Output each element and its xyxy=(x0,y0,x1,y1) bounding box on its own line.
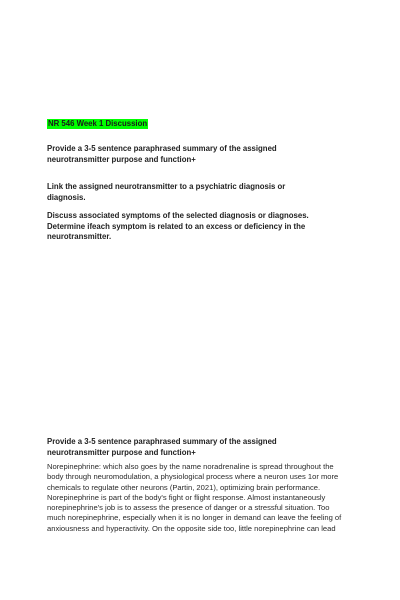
answer-summary-heading xyxy=(47,437,347,458)
prompt-line: neurotransmitter purpose and function+ xyxy=(47,154,196,164)
prompt-summary-heading xyxy=(47,144,347,165)
paragraph-line: body through neuromodulation, a physiological process where a neuron uses 1or more xyxy=(47,472,339,482)
prompt-line: Provide a 3-5 sentence paraphrased summary of the assigned xyxy=(47,437,277,446)
paragraph-line: chemicals to regulate other neurons (Partin, 2021), optimizing brain performance. xyxy=(47,482,321,492)
prompt-symptoms-heading xyxy=(47,211,347,243)
paragraph-line: much norepinephrine, especially when it is no longer in demand can leave the feeling of xyxy=(47,513,342,523)
document-title: NR 546 Week 1 Discussion xyxy=(48,119,148,128)
prompt-diagnosis-heading xyxy=(47,182,347,203)
prompt-line: Determine ifeach symptom is related to an excess or deficiency in the xyxy=(47,221,306,231)
prompt-line: Discuss associated symptoms of the selected diagnosis or diagnoses. xyxy=(47,211,309,220)
paragraph-line: anxiousness and hyperactivity. On the opposite side too, little norepinephrine can lead xyxy=(47,523,336,533)
paragraph-line: Norepinephrine: which also goes by the name noradrenaline is spread throughout the xyxy=(47,462,334,471)
paragraph-line: norepinephrine's job is to assess the presence of danger or a stressful situation. Too xyxy=(47,503,330,513)
prompt-line: Provide a 3-5 sentence paraphrased summary of the assigned xyxy=(47,144,277,153)
prompt-line: diagnosis. xyxy=(47,192,86,202)
prompt-line: Link the assigned neurotransmitter to a psychiatric diagnosis or xyxy=(47,182,286,191)
prompt-line: neurotransmitter. xyxy=(47,232,112,241)
paragraph-line: Norepinephrine is part of the body's fight or flight response. Almost instantaneously xyxy=(47,492,326,502)
prompt-line: neurotransmitter purpose and function+ xyxy=(47,447,196,457)
answer-paragraph xyxy=(47,462,357,534)
